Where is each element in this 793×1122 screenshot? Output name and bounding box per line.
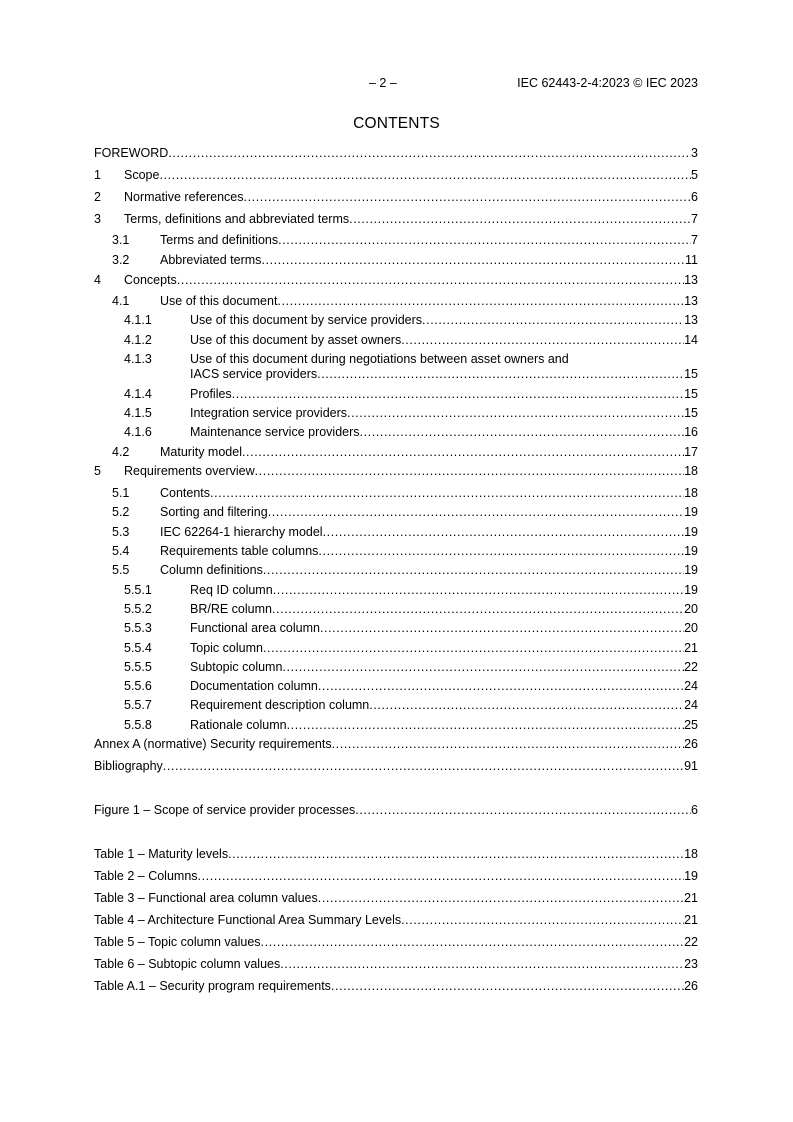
toc-entry-label: BR/RE column [190,602,272,616]
toc-entry-number: 4 [94,273,101,287]
toc-entry-number: 5.3 [112,525,130,539]
toc-entry-page: 91 [684,759,698,773]
toc-entry-label: Documentation column [190,679,318,693]
dot-leader [318,543,684,559]
toc-entry-page: 18 [684,486,698,500]
toc-entry-number: 4.1.5 [124,406,152,420]
dot-leader [401,332,684,348]
toc-entry-page: 15 [684,367,698,381]
toc-entry[interactable] [94,504,698,520]
toc-entry-label: Normative references [124,190,244,204]
toc-entry[interactable] [94,912,698,928]
toc-entry[interactable] [94,582,698,598]
dot-leader [244,189,692,205]
toc-entry[interactable] [94,332,698,348]
toc-entry[interactable] [94,956,698,972]
toc-entry-label: Table 1 – Maturity levels [94,847,229,861]
toc-entry[interactable] [94,232,698,248]
toc-entry-page: 13 [684,273,698,287]
dot-leader [287,717,685,733]
toc-entry-label: Sorting and filtering [160,505,268,519]
toc-entry-page: 19 [684,869,698,883]
toc-entry-label: Column definitions [160,563,263,577]
toc-entry[interactable] [94,463,698,479]
toc-entry[interactable] [94,678,698,694]
toc-entry-number: 5.5.5 [124,660,152,674]
toc-entry[interactable] [94,620,698,636]
toc-entry[interactable] [94,868,698,884]
toc-entry-label: Req ID column [190,583,273,597]
toc-entry-page: 13 [684,294,698,308]
dot-leader [323,524,685,540]
toc-entry[interactable] [94,167,698,183]
toc-entry-number: 2 [94,190,101,204]
toc-entry-page: 21 [684,913,698,927]
dot-leader [163,758,684,774]
toc-entry-number: 3 [94,212,101,226]
toc-entry[interactable] [94,351,698,381]
toc-entry-number: 1 [94,168,101,182]
dot-leader [261,252,685,268]
toc-entry-label: Maturity model [160,445,242,459]
toc-entry-page: 15 [684,406,698,420]
dot-leader [320,620,684,636]
toc-entry-label: Requirements overview [124,464,255,478]
dot-leader [210,485,684,501]
contents-title: CONTENTS [353,115,440,132]
dot-leader [159,167,691,183]
toc-entry[interactable] [94,543,698,559]
dot-leader [198,868,685,884]
toc-entry-page: 16 [684,425,698,439]
toc-entry-page: 5 [691,168,698,182]
toc-entry-page: 25 [684,718,698,732]
toc-entry-number: 3.1 [112,233,130,247]
toc-entry-label: Subtopic column [190,660,283,674]
toc-entry-page: 23 [684,957,698,971]
toc-entry-page: 19 [684,505,698,519]
toc-entry-label: Use of this document by asset owners [190,333,402,347]
toc-entry-label: Use of this document by service providers [190,313,423,327]
dot-leader [360,424,685,440]
toc-entry-label: Terms, definitions and abbreviated terms [124,212,350,226]
toc-entry-label: Annex A (normative) Security requirements [94,737,332,751]
dot-leader [255,463,684,479]
toc-entry-number: 4.1.2 [124,333,152,347]
dot-leader [317,366,684,382]
toc-entry-page: 20 [684,621,698,635]
toc-entry[interactable] [94,524,698,540]
toc-entry-page: 20 [684,602,698,616]
toc-entry-number: 5.5.1 [124,583,152,597]
toc-entry-number: 5 [94,464,101,478]
dot-leader [282,659,684,675]
toc-entry[interactable] [94,640,698,656]
toc-entry[interactable] [94,736,698,752]
toc-entry-page: 19 [684,563,698,577]
toc-entry[interactable] [94,601,698,617]
toc-entry[interactable] [94,562,698,578]
toc-entry-label: Table 2 – Columns [94,869,198,883]
toc-entry-label: Bibliography [94,759,163,773]
toc-entry-number: 5.5.2 [124,602,152,616]
dot-leader [318,678,684,694]
page-number: – 2 – [369,76,397,90]
toc-entry[interactable] [94,444,698,460]
dot-leader [332,736,684,752]
toc-entry-label: Rationale column [190,718,287,732]
toc-entry[interactable] [94,659,698,675]
toc-entry[interactable] [94,890,698,906]
dot-leader [401,912,684,928]
toc-entry-number: 5.2 [112,505,130,519]
toc-entry-number: 4.2 [112,445,130,459]
toc-entry-number: 5.5.4 [124,641,152,655]
toc-entry-label: Contents [160,486,211,500]
toc-entry-page: 19 [684,525,698,539]
toc-entry-page: 24 [684,698,698,712]
toc-entry-label: Concepts [124,273,177,287]
toc-entry-number: 5.4 [112,544,130,558]
toc-entry[interactable] [94,189,698,205]
toc-entry[interactable] [94,978,698,994]
toc-entry-label: Table A.1 – Security program requirements [94,979,331,993]
toc-entry-page: 21 [684,891,698,905]
dot-leader [349,211,691,227]
toc-entry-page: 26 [684,979,698,993]
toc-entry-label: Topic column [190,641,263,655]
toc-entry[interactable] [94,272,698,288]
dot-leader [347,405,684,421]
toc-entry[interactable] [94,758,698,774]
toc-entry-page: 24 [684,679,698,693]
toc-entry-number: 5.1 [112,486,130,500]
toc-entry-page: 15 [684,387,698,401]
toc-entry[interactable] [94,252,698,268]
dot-leader [261,934,685,950]
toc-entry-page: 18 [684,464,698,478]
toc-entry-page: 21 [684,641,698,655]
toc-entry-number: 5.5.7 [124,698,152,712]
toc-entry-label: Figure 1 – Scope of service provider processes [94,803,356,817]
toc-entry[interactable] [94,405,698,421]
dot-leader [263,562,684,578]
toc-entry[interactable] [94,312,698,328]
dot-leader [242,444,684,460]
toc-entry[interactable] [94,424,698,440]
toc-entry[interactable] [94,934,698,950]
toc-entry-label: Integration service providers [190,406,348,420]
toc-entry-page: 22 [684,660,698,674]
dot-leader [228,846,684,862]
toc-entry-page: 26 [684,737,698,751]
toc-entry-number: 4.1.3 [124,352,152,366]
toc-entry-label: Table 4 – Architecture Functional Area Summary Levels [94,913,402,927]
toc-entry-label: FOREWORD [94,146,169,160]
dot-leader [278,232,691,248]
toc-entry-label-continued: IACS service providers [190,367,318,381]
document-id: IEC 62443-2-4:2023 © IEC 2023 [517,76,698,90]
toc-entry-label: Maintenance service providers [190,425,360,439]
toc-entry-label: Functional area column [190,621,320,635]
toc-entry-page: 3 [691,146,698,160]
toc-entry-page: 19 [684,544,698,558]
toc-entry-label: Table 5 – Topic column values [94,935,261,949]
toc-entry-number: 5.5.3 [124,621,152,635]
dot-leader [273,582,684,598]
toc-entry[interactable] [94,717,698,733]
toc-entry-number: 4.1 [112,294,130,308]
toc-entry-page: 22 [684,935,698,949]
toc-entry-number: 5.5 [112,563,130,577]
dot-leader [272,601,684,617]
toc-entry-number: 4.1.6 [124,425,152,439]
dot-leader [280,956,684,972]
toc-entry-page: 6 [691,190,698,204]
toc-entry-label: Abbreviated terms [160,253,262,267]
toc-entry-number: 5.5.6 [124,679,152,693]
dot-leader [232,386,684,402]
toc-entry[interactable] [94,485,698,501]
dot-leader [331,978,684,994]
toc-entry-label: Use of this document [160,294,278,308]
toc-entry-label: Table 3 – Functional area column values [94,891,318,905]
dot-leader [277,293,684,309]
dot-leader [355,802,691,818]
toc-entry-number: 4.1.4 [124,387,152,401]
toc-entry[interactable] [94,211,698,227]
toc-entry-number: 3.2 [112,253,130,267]
toc-entry-page: 14 [684,333,698,347]
toc-entry-page: 17 [684,445,698,459]
dot-leader [318,890,684,906]
toc-entry-page: 11 [685,253,698,267]
dot-leader [422,312,684,328]
toc-entry-label: Profiles [190,387,232,401]
toc-entry-page: 7 [691,212,698,226]
dot-leader [268,504,684,520]
toc-entry-page: 13 [684,313,698,327]
dot-leader [369,697,684,713]
toc-entry-label: Use of this document during negotiations between asset owners and [190,352,569,366]
toc-entry[interactable] [94,386,698,402]
toc-entry-page: 18 [684,847,698,861]
toc-entry-label: Requirements table columns [160,544,319,558]
toc-entry-page: 19 [684,583,698,597]
toc-entry-label: Scope [124,168,160,182]
toc-entry[interactable] [94,846,698,862]
toc-entry[interactable] [94,802,698,818]
toc-entry-page: 6 [691,803,698,817]
toc-entry[interactable] [94,293,698,309]
toc-entry[interactable] [94,145,698,161]
dot-leader [177,272,684,288]
dot-leader [168,145,691,161]
toc-entry-number: 4.1.1 [124,313,152,327]
toc-entry[interactable] [94,697,698,713]
toc-entry-page: 7 [691,233,698,247]
toc-entry-label: Requirement description column [190,698,370,712]
page-header [0,76,793,92]
toc-entry-number: 5.5.8 [124,718,152,732]
toc-entry-label: Table 6 – Subtopic column values [94,957,281,971]
toc-entry-label: IEC 62264-1 hierarchy model [160,525,323,539]
dot-leader [263,640,684,656]
toc-entry-label: Terms and definitions [160,233,279,247]
